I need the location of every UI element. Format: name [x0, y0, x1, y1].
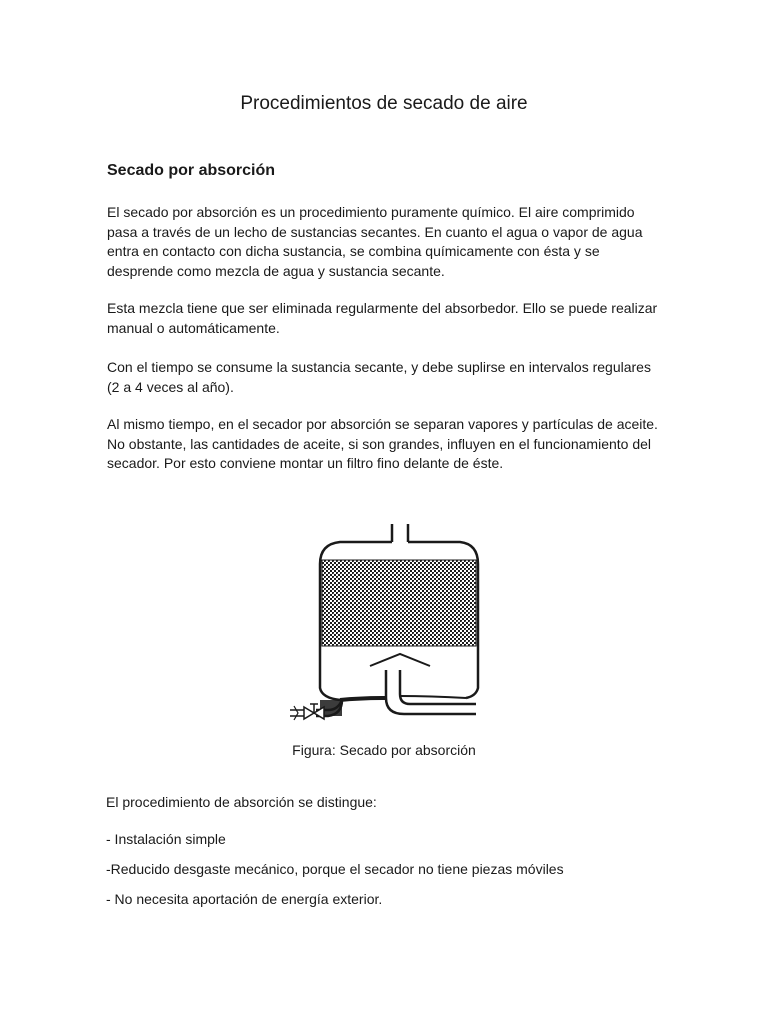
paragraph-substance-replacement: Con el tiempo se consume la sustancia secante, y debe suplirse en intervalos regulares (2 a 4 veces al año). — [107, 359, 651, 395]
list-item: - No necesita aportación de energía exterior. — [106, 891, 383, 907]
desiccant-bed — [322, 560, 476, 646]
list-item: -Reducido desgaste mecánico, porque el secador no tiene piezas móviles — [106, 861, 564, 877]
absorption-dryer-figure — [280, 520, 490, 725]
list-intro: El procedimiento de absorción se distingue: — [106, 794, 377, 810]
document-title: Procedimientos de secado de aire — [240, 93, 528, 114]
outlet-pipe — [392, 524, 408, 542]
absorption-dryer-diagram — [280, 520, 490, 725]
paragraph-mixture-removal: Esta mezcla tiene que ser eliminada regularmente del absorbedor. Ello se puede realizar manual o automáticamente. — [107, 300, 658, 336]
figure-caption: Figura: Secado por absorción — [292, 742, 476, 758]
paragraph-absorption-intro: El secado por absorción es un procedimiento puramente químico. El aire comprimido pasa a través de un lecho de sustancias secantes. En cuanto el agua o vapor de agua entra en contacto con dicha sustancia, se combina químicamente con ésta y se desprende como mezcla de agua y sustancia secante. — [107, 204, 643, 279]
deflector-cone — [370, 654, 430, 666]
list-item: - Instalación simple — [106, 831, 226, 847]
section-heading: Secado por absorción — [107, 162, 276, 179]
feature-list — [106, 830, 564, 920]
paragraph-oil-separation: Al mismo tiempo, en el secador por absorción se separan vapores y partículas de aceite. No obstante, las cantidades de aceite, si son grandes, influyen en el funcionamiento del secador. Por esto conviene montar un filtro fino delante de éste. — [107, 416, 658, 471]
inlet-pipe — [386, 670, 476, 714]
